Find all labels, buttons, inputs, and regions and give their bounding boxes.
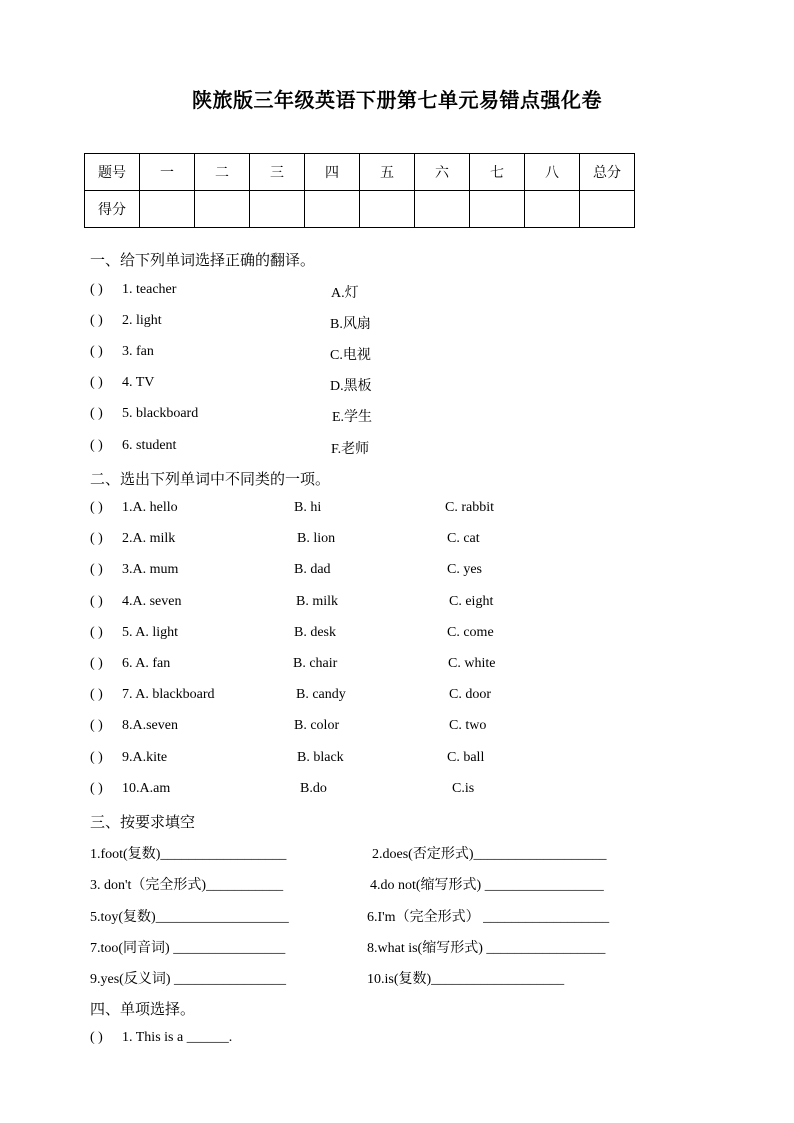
score-cell[interactable] (580, 191, 635, 228)
score-cell[interactable] (195, 191, 250, 228)
s2-option-a: 1.A. hello (122, 500, 178, 515)
s2-option-b: B. desk (294, 625, 336, 640)
answer-blank[interactable]: ( ) (90, 344, 103, 359)
score-cell[interactable] (470, 191, 525, 228)
fill-blank-item[interactable]: 5.toy(复数)___________________ (90, 910, 289, 925)
score-cell[interactable] (305, 191, 360, 228)
section4-heading: 四、单项选择。 (90, 1002, 196, 1018)
score-header-cell: 总分 (580, 154, 635, 191)
s2-option-a: 2.A. milk (122, 531, 176, 546)
answer-blank[interactable]: ( ) (90, 562, 103, 577)
answer-blank[interactable]: ( ) (90, 1030, 103, 1045)
s2-option-a: 6. A. fan (122, 656, 171, 671)
fill-blank-item[interactable]: 8.what is(缩写形式) _________________ (367, 941, 606, 956)
score-header-cell: 七 (470, 154, 525, 191)
s2-option-a: 5. A. light (122, 625, 179, 640)
s2-option-b: B. chair (293, 656, 338, 671)
answer-blank[interactable]: ( ) (90, 313, 103, 328)
answer-blank[interactable]: ( ) (90, 781, 103, 796)
fill-blank-item[interactable]: 7.too(同音词) ________________ (90, 941, 286, 956)
score-table (84, 153, 635, 228)
answer-blank[interactable]: ( ) (90, 750, 103, 765)
score-cell[interactable] (415, 191, 470, 228)
s2-option-c: C.is (452, 781, 475, 796)
fill-blank-item[interactable]: 9.yes(反义词) ________________ (90, 972, 286, 987)
answer-blank[interactable]: ( ) (90, 282, 103, 297)
score-header-cell: 六 (415, 154, 470, 191)
section2-heading: 二、选出下列单词中不同类的一项。 (90, 472, 331, 488)
answer-blank[interactable]: ( ) (90, 500, 103, 515)
score-cell[interactable] (140, 191, 195, 228)
s2-option-b: B.do (300, 781, 327, 796)
s1-question: 3. fan (122, 344, 154, 359)
score-header-cell: 一 (140, 154, 195, 191)
fill-blank-item[interactable]: 10.is(复数)___________________ (367, 972, 565, 987)
s1-option: A.灯 (331, 286, 359, 301)
score-cell[interactable] (360, 191, 415, 228)
s1-option: D.黑板 (330, 379, 372, 394)
answer-blank[interactable]: ( ) (90, 718, 103, 733)
s1-question: 5. blackboard (122, 406, 199, 421)
s1-question: 2. light (122, 313, 162, 328)
fill-blank-item[interactable]: 3. don't（完全形式)___________ (90, 878, 284, 893)
s2-option-a: 7. A. blackboard (122, 687, 215, 702)
s4-question: 1. This is a ______. (122, 1030, 233, 1045)
s1-option: C.电视 (330, 348, 371, 363)
answer-blank[interactable]: ( ) (90, 406, 103, 421)
score-header-cell: 三 (250, 154, 305, 191)
score-header-cell: 四 (305, 154, 360, 191)
score-header-cell: 五 (360, 154, 415, 191)
s2-option-c: C. rabbit (445, 500, 494, 515)
s2-option-b: B. hi (294, 500, 322, 515)
s1-option: B.风扇 (330, 317, 371, 332)
fill-blank-item[interactable]: 1.foot(复数)__________________ (90, 847, 287, 862)
answer-blank[interactable]: ( ) (90, 625, 103, 640)
answer-blank[interactable]: ( ) (90, 687, 103, 702)
fill-blank-item[interactable]: 6.I'm（完全形式） __________________ (367, 910, 610, 925)
s2-option-b: B. dad (294, 562, 331, 577)
s1-question: 4. TV (122, 375, 155, 390)
s1-question: 1. teacher (122, 282, 177, 297)
section1-heading: 一、给下列单词选择正确的翻译。 (90, 253, 316, 269)
answer-blank[interactable]: ( ) (90, 375, 103, 390)
score-cell[interactable] (250, 191, 305, 228)
score-cell[interactable] (525, 191, 580, 228)
s2-option-c: C. door (449, 687, 491, 702)
s2-option-a: 8.A.seven (122, 718, 178, 733)
s2-option-a: 9.A.kite (122, 750, 168, 765)
s2-option-b: B. candy (296, 687, 346, 702)
s1-option: E.学生 (332, 410, 373, 425)
s1-option: F.老师 (331, 442, 370, 457)
score-table-header-row (85, 154, 635, 191)
score-row-label: 得分 (85, 191, 140, 228)
score-header-cell: 题号 (85, 154, 140, 191)
s2-option-c: C. two (449, 718, 487, 733)
answer-blank[interactable]: ( ) (90, 531, 103, 546)
answer-blank[interactable]: ( ) (90, 594, 103, 609)
s2-option-b: B. black (297, 750, 344, 765)
s2-option-c: C. eight (449, 594, 494, 609)
s2-option-c: C. white (448, 656, 496, 671)
s1-question: 6. student (122, 438, 177, 453)
s2-option-c: C. come (447, 625, 494, 640)
score-header-cell: 二 (195, 154, 250, 191)
s2-option-a: 4.A. seven (122, 594, 182, 609)
section3-heading: 三、按要求填空 (90, 815, 196, 831)
page-title: 陕旅版三年级英语下册第七单元易错点强化卷 (192, 90, 602, 112)
s2-option-b: B. milk (296, 594, 339, 609)
s2-option-b: B. lion (297, 531, 336, 546)
score-table-score-row (85, 191, 635, 228)
s2-option-c: C. cat (447, 531, 480, 546)
answer-blank[interactable]: ( ) (90, 438, 103, 453)
s2-option-b: B. color (294, 718, 340, 733)
answer-blank[interactable]: ( ) (90, 656, 103, 671)
s2-option-a: 3.A. mum (122, 562, 179, 577)
fill-blank-item[interactable]: 2.does(否定形式)___________________ (372, 847, 607, 862)
score-header-cell: 八 (525, 154, 580, 191)
s2-option-c: C. ball (447, 750, 485, 765)
s2-option-c: C. yes (447, 562, 482, 577)
s2-option-a: 10.A.am (122, 781, 171, 796)
fill-blank-item[interactable]: 4.do not(缩写形式) _________________ (370, 878, 604, 893)
